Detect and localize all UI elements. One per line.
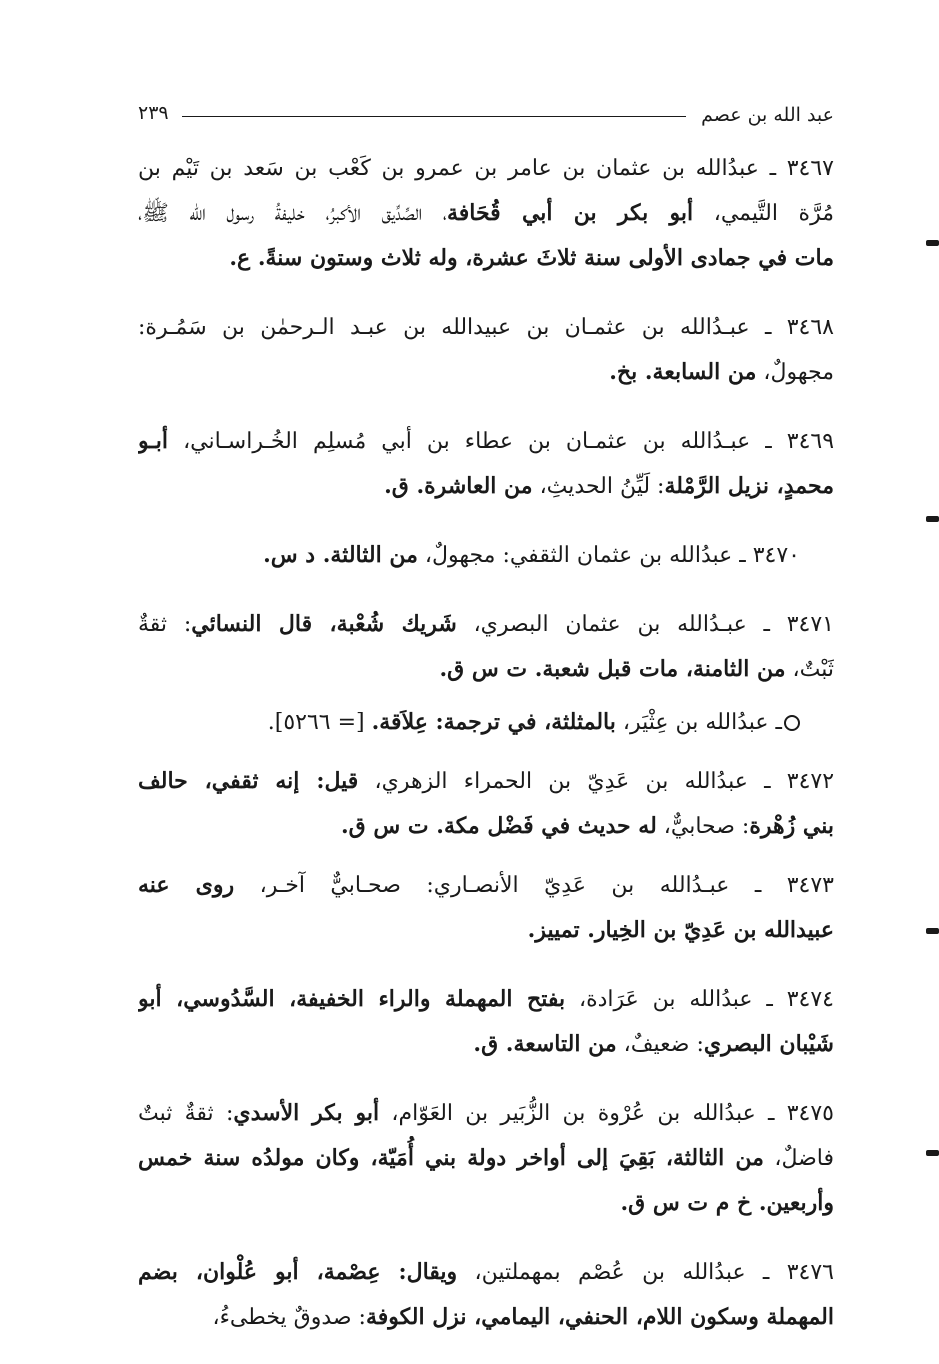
bold-text: بني زُهْرة — [749, 813, 834, 839]
margin-marker — [926, 928, 939, 934]
bold-text: من الثالثة، بَقِيَ إلى أواخر دولة بني أُمَيّة، وكان مولدُه سنة خمس — [138, 1145, 764, 1171]
entry-line — [138, 700, 800, 745]
entry-line — [138, 908, 834, 953]
body-text: : صحابيٌّ، — [656, 814, 750, 839]
bold-text: من الثالثة. د س. — [263, 542, 418, 568]
body-text: ٣٤٦٨ ـ عبـدُالله بن عثمـان بن عبيدالله بن عبـد الـرحمٰن بن سَمُـرة: — [138, 315, 834, 340]
entry-line — [138, 464, 834, 509]
bold-text: أبو بكر بن أبي قُحَافة — [446, 200, 694, 226]
body-text: ، الصِّدِّيق الأكبرُ، خليفةُ رسول الله ﷺ، — [138, 201, 447, 226]
page-number: ٢٣٩ — [138, 102, 169, 124]
entry-line — [138, 759, 834, 804]
body-text: [= ٥٢٦٦]. — [267, 710, 372, 735]
bold-text: من العاشرة. ق. — [384, 473, 533, 499]
bold-text: له حديث في فَضْل مكة. ت س ق. — [341, 813, 657, 839]
entry-paragraph — [138, 419, 834, 509]
entry-paragraph — [138, 146, 834, 281]
entry-line — [138, 419, 834, 464]
bold-text: عبيدالله بن عَدِيّ بن الخِيار. تمييز. — [527, 917, 834, 943]
bold-text: محمدٍ، نزيل الرَّمْلة — [664, 473, 834, 499]
entry-paragraph — [138, 602, 834, 692]
body-text: ٣٤٦٧ ـ عبدُالله بن عثمان بن عامر بن عمرو بن كَعْب بن سَعد بن تَيْم بن — [138, 156, 834, 181]
body-text: ٣٤٧٠ ـ عبدُالله بن عثمان الثقفي: مجهولٌ، — [417, 543, 800, 568]
entry-line — [138, 1295, 834, 1340]
bold-text: المهملة وسكون اللام، الحنفي، اليمامي، نزل الكوفة — [365, 1304, 834, 1330]
entry-line — [138, 533, 800, 578]
entry-paragraph — [138, 533, 834, 578]
bold-text: بالمثلثة، في ترجمة: عِلاَقة. — [371, 709, 616, 735]
circle-marker-icon — [784, 715, 800, 731]
entry-line — [138, 350, 834, 395]
body-text: مُرَّة التَّيمي، — [693, 201, 834, 226]
bold-text: أبو بكر الأسدي — [233, 1100, 380, 1126]
bold-text: ويقال: عِصْمة، أبو عُلْوان، بضم — [138, 1259, 458, 1285]
entry-line — [138, 647, 834, 692]
body-text: فاضلٌ، — [763, 1146, 834, 1171]
entry-line — [138, 236, 834, 281]
body-text: ٣٤٧٥ ـ عبدُالله بن عُرْوة بن الزُّبَير بن العَوّام، — [379, 1101, 834, 1126]
entry-line — [138, 1091, 834, 1136]
bold-text: أبـو — [138, 428, 169, 454]
bold-text: بفتح المهملة والراء الخفيفة، السَّدُوسي، أبو — [138, 986, 566, 1012]
body-text: مجهولٌ، — [756, 360, 834, 385]
entry-paragraph — [138, 700, 834, 745]
entry-line — [138, 305, 834, 350]
body-text: : ثقةٌ ثبتٌ — [138, 1101, 234, 1126]
entry-line — [138, 804, 834, 849]
bold-text: من السابعة. بخ. — [609, 359, 757, 385]
margin-marker — [926, 240, 939, 246]
bold-text: وأربعين. خ م ت س ق. — [620, 1190, 834, 1216]
bold-text: شَيْبان البصري — [703, 1031, 834, 1057]
entry-paragraph — [138, 1250, 834, 1340]
entry-line — [138, 1181, 834, 1226]
entry-line — [138, 602, 834, 647]
body-text: ـ عبدُالله بن عِثْيَر، — [615, 710, 782, 735]
bold-text: روى عنه — [138, 872, 235, 898]
entry-line — [138, 146, 834, 191]
bold-text: مات في جمادى الأولى سنة ثلاثَ عشرة، وله ثلاث وستون سنةً. ع. — [229, 245, 834, 271]
margin-marker — [926, 1150, 939, 1156]
entries-list — [138, 146, 834, 1340]
bold-text: شَريك شُعْبة، قال النسائي — [191, 611, 457, 637]
entry-line — [138, 1250, 834, 1295]
margin-marker — [926, 516, 939, 522]
body-text: ٣٤٧٦ ـ عبدُالله بن عُصْم بمهملتين، — [457, 1260, 834, 1285]
entry-paragraph — [138, 759, 834, 849]
entry-line — [138, 1136, 834, 1181]
body-text: ٣٤٧٢ ـ عبدُالله بن عَدِيّ بن الحمراء الزهري، — [358, 769, 834, 794]
entry-line — [138, 191, 834, 236]
bold-text: من الثامنة، مات قبل شعبة. ت س ق. — [439, 656, 786, 682]
header-rule — [182, 116, 686, 117]
entry-paragraph — [138, 1091, 834, 1226]
entry-paragraph — [138, 305, 834, 395]
body-text: : ضعيفٌ، — [616, 1032, 704, 1057]
body-text: ثَبْتٌ، — [785, 657, 834, 682]
entry-line — [138, 1022, 834, 1067]
entry-line — [138, 863, 834, 908]
running-header — [138, 100, 834, 136]
header-title: عبد الله بن عصم — [701, 104, 834, 126]
body-text: : ثقةٌ — [138, 612, 192, 637]
body-text: : لَيِّنُ الحديثِ، — [532, 474, 665, 499]
body-text: ٣٤٧١ ـ عبـدُالله بن عثمان البصري، — [456, 612, 834, 637]
entry-line — [138, 977, 834, 1022]
bold-text: من التاسعة. ق. — [473, 1031, 617, 1057]
body-text: : صدوقٌ يخطىءُ، — [212, 1305, 366, 1330]
body-text: ٣٤٧٤ ـ عبدُالله بن عَرَادة، — [565, 987, 834, 1012]
body-text: ٣٤٦٩ ـ عبـدُالله بن عثمـان بن عطاء بن أبي مُسلِم الخُـراسـاني، — [168, 429, 834, 454]
entry-paragraph — [138, 977, 834, 1067]
body-text: ٣٤٧٣ ـ عبـدُالله بن عَدِيّ الأنصـاري: صحـابيٌّ آخـر، — [234, 873, 834, 898]
bold-text: قيل: إنه ثقفي، حالف — [138, 768, 359, 794]
entry-paragraph — [138, 863, 834, 953]
